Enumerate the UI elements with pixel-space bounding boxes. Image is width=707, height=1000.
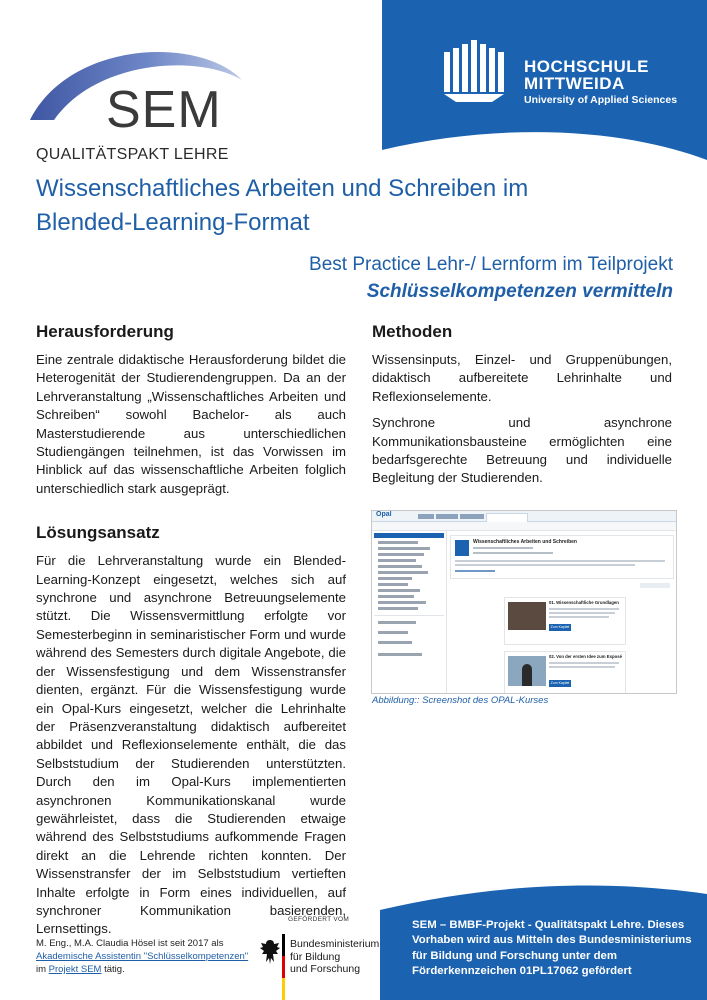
shot-card-2-title: 02. Von der ersten Idee zum Exposé (549, 654, 622, 659)
poster-subtitle-project: Schlüsselkompetenzen vermitteln (366, 281, 673, 302)
shot-card-2 (504, 651, 626, 694)
hs-subtitle: University of Applied Sciences (524, 94, 678, 106)
shot-course-icon (455, 540, 469, 556)
text-herausforderung: Eine zentrale didaktische Herausforderung bildet die Heterogenität der Studierendengruppen. Da an der Lehrveranstaltung „Wissenschaftliches Arbeiten und Schreiben“ sowohl Bachelor- als auch Masterstudierende aus unterschiedlichen Studiengängen teilnehmen, ist das Vorwissen im Hinblick auf das wissenschaftliche Arbeiten folglich unterschiedlich stark ausgeprägt. (36, 352, 346, 496)
title-line1: Wissenschaftliches Arbeiten und Schreiben im (36, 175, 529, 202)
text-loesungsansatz: Für die Lehrveranstaltung wurde ein Blended-Learning-Konzept eingesetzt, welches sich auf synchrone und asynchrone Betreuungselemente stützt. Die Wissensvermittlung erfolgte vor Semesterbeginn in seminaristischer Form und wurde während des Semesters durch digitale Angebote, die der Wissensfestigung und dem Wissenstransfer dienten, ergänzt. Für die Wissensfestigung wurde ein Opal-Kurs eingesetzt, welcher die Lehrinhalte der Präsenzveranstaltung didaktisch aufbereitet abbildet und Reflexionselemente enthält, die das Selbststudium der Studierenden unterstützten. Durch den im Opal-Kurs implementierten asynchronen Kommunikationskanal wurde gewährleistet, dass die Studierenden etwaige während des Selbststudiums aufkommende Fragen direkt an die Lehrende richten konnten. Der Wissenstransfer der im Selbststudium vertieften Inhalte erfolgte in Form eines individuellen, auf synchroner Kommunikation basierenden, Lernsettings. (36, 553, 346, 937)
flag-stripe (282, 934, 285, 1000)
book-icon (444, 40, 510, 102)
ministry-line3: und Forschung (290, 963, 361, 975)
heading-loesungsansatz: Lösungsansatz (36, 523, 160, 543)
shot-text-line (473, 552, 553, 554)
hs-name-line2: MITTWEIDA (524, 74, 625, 93)
shot-card-1-button: Zum Kapitel (550, 625, 570, 629)
shot-sidebar-item (378, 553, 424, 556)
shot-sidebar-item (378, 577, 412, 580)
shot-sidebar-item (378, 653, 422, 656)
text-methoden-2: Synchrone und asynchrone Kommunikationsbausteine ermöglichten eine bedarfsgerechte Betreuung und individuelle Begleitung der Studierenden. (372, 415, 672, 486)
heading-herausforderung: Herausforderung (36, 322, 174, 341)
shot-text-line (455, 564, 635, 566)
heading-methoden: Methoden (372, 322, 453, 341)
shot-small-button (640, 583, 670, 588)
shot-sidebar-item (378, 631, 408, 634)
author-note-text: im (36, 964, 49, 975)
shot-sidebar-item (378, 571, 428, 574)
ministry-line1: Bundesministerium (290, 938, 380, 950)
shot-sidebar-item (378, 589, 420, 592)
shot-sidebar-item (378, 565, 422, 568)
shot-app-logo: Opal (376, 511, 392, 518)
assistant-link[interactable]: Akademische Assistentin "Schlüsselkompetenzen" (36, 951, 249, 962)
opal-course-screenshot (371, 510, 677, 694)
shot-course-title: Wissenschaftliches Arbeiten und Schreiben (473, 539, 577, 545)
title-line2: Blended-Learning-Format (36, 209, 310, 236)
ministry-line2: für Bildung (290, 950, 341, 963)
sem-subtitle: QUALITÄTSPAKT LEHRE (36, 146, 229, 163)
shot-card-image (508, 602, 546, 630)
shot-sidebar-divider (374, 615, 444, 616)
sem-wordmark: SEM (106, 81, 222, 139)
shot-sidebar-item (378, 559, 416, 562)
shot-card-1-title: 01. Wissenschaftliche Grundlagen (549, 600, 619, 605)
author-note-text: M. Eng., M.A. Claudia Hösel ist seit 2017 als (36, 938, 224, 949)
shot-card-1 (504, 597, 626, 645)
left-column (36, 322, 346, 939)
shot-sidebar-item (378, 621, 416, 624)
figure-caption: Abbildung:: Screenshot des OPAL-Kurses (372, 695, 549, 706)
poster-title (36, 172, 656, 240)
shot-topbar (372, 511, 676, 522)
funding-notice: SEM – BMBF-Projekt - Qualitätspakt Lehre. Dieses Vorhaben wird aus Mitteln des Bundesministeriums für Bildung und Forschung unter dem Förderkennzeichen 01PL17062 gefördert (412, 919, 692, 978)
shot-sidebar-item (378, 595, 414, 598)
shot-sidebar-item (378, 607, 418, 610)
shot-text-line (549, 666, 615, 668)
sem-logo (36, 40, 256, 168)
shot-link (455, 570, 495, 572)
poster-subtitle: Best Practice Lehr-/ Lernform im Teilprojekt (309, 254, 673, 275)
hs-name-line1: HOCHSCHULE (524, 57, 649, 76)
federal-eagle-icon (258, 938, 282, 966)
shot-tab (436, 514, 458, 519)
bmbf-logo (252, 930, 382, 1000)
shot-tab (460, 514, 484, 519)
right-column (372, 322, 672, 488)
shot-text-line (549, 608, 619, 610)
shot-text-line (549, 662, 619, 664)
shot-sidebar-item (378, 601, 426, 604)
sponsor-label: GEFÖRDERT VOM (288, 916, 350, 923)
author-note (36, 937, 256, 976)
shot-sidebar-item (378, 541, 418, 544)
shot-tab (418, 514, 434, 519)
hochschule-mittweida-logo (444, 38, 694, 108)
shot-sidebar-item (378, 641, 412, 644)
author-note-text: tätig. (101, 964, 125, 975)
shot-sidebar-item-active (374, 533, 444, 538)
shot-text-line (473, 547, 533, 549)
shot-card-image (508, 656, 546, 686)
shot-person-silhouette (522, 664, 532, 686)
project-sem-link[interactable]: Projekt SEM (48, 964, 102, 975)
shot-breadcrumb (372, 522, 676, 531)
shot-course-header (450, 535, 674, 579)
shot-sidebar-item (378, 583, 408, 586)
shot-sidebar (372, 531, 447, 693)
text-methoden-1: Wissensinputs, Einzel- und Gruppenübungen, didaktisch aufbereitete Lehrinhalte und Reflexionselemente. (372, 352, 672, 404)
shot-text-line (455, 560, 665, 562)
shot-sidebar-item (378, 547, 430, 550)
shot-text-line (549, 616, 609, 618)
ministry-name (290, 938, 379, 976)
shot-text-line (549, 612, 615, 614)
shot-card-2-button: Zum Kapitel (550, 681, 570, 685)
